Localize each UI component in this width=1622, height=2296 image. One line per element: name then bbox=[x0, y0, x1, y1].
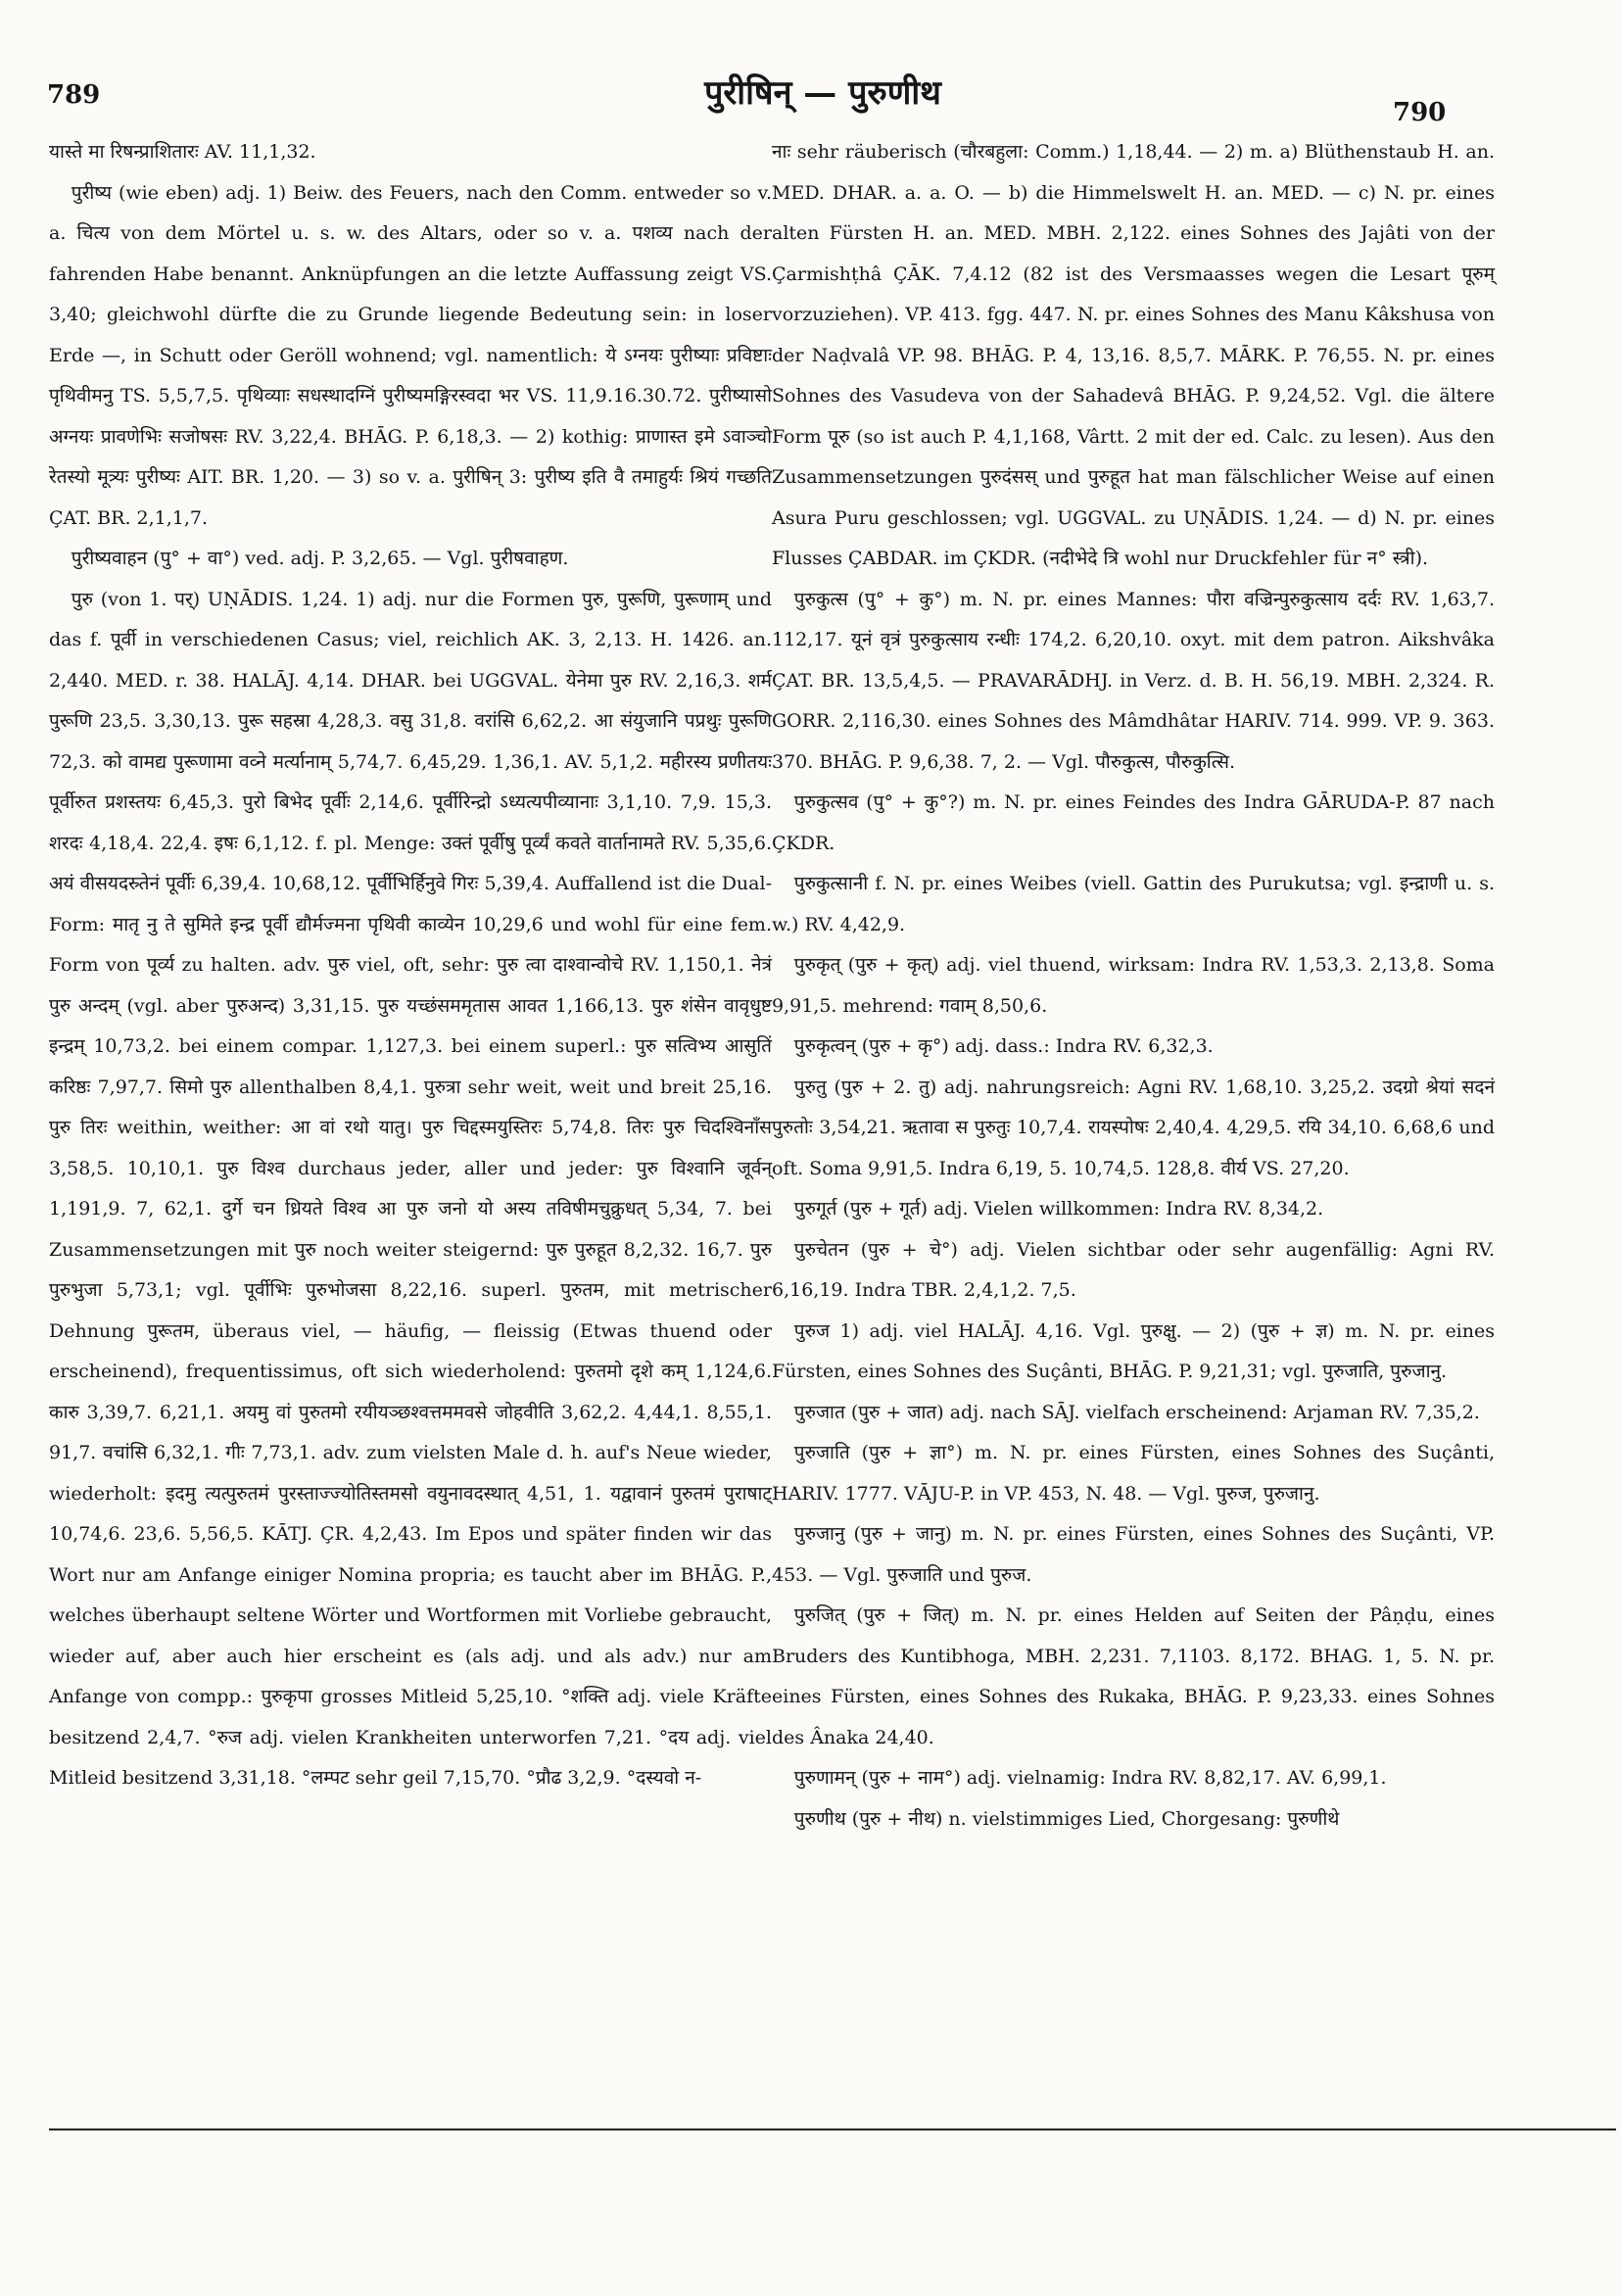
dictionary-entry: पुरुणामन् (पुरु + नाम°) adj. vielnamig: Indra RV. 8,82,17. AV. 6,99,1. bbox=[793, 1767, 1387, 1789]
dictionary-entry: पुरुगूर्त (पुरु + गूर्त) adj. Vielen willkommen: Indra RV. 8,34,2. bbox=[793, 1198, 1324, 1220]
entry-continuation: नाः sehr räuberisch (चौरबहुला: Comm.) 1,18,44. — 2) m. a) Blüthenstaub H. an. MED. DHAR. a. a. O. — b) die Himmelswelt H. an. MED. — c) N. pr. eines alten Fürsten H. an. MED. MBH. 2,122. eines Sohnes des Jajâti von der Çarmishṭhâ ÇĀK. 7,4.12 (82 ist des Versmaasses wegen die Lesart पूरुम् vorzuziehen). VP. 413. fgg. 447. N. pr. eines Sohnes des Manu Kâkshusa von der Naḍvalâ VP. 98. BHĀG. P. 4, 13,16. 8,5,7. MĀRK. P. 76,55. N. pr. eines Sohnes des Vasudeva von der Sahadevâ BHĀG. P. 9,24,52. Vgl. die ältere Form पूरु (so ist auch P. 4,1,168, Vârtt. 2 mit der ed. Calc. zu lesen). Aus den Zusammensetzungen पुरुदंसस् und पुरुहूत hat man fälschlicher Weise auf einen Asura Puru geschlossen; vgl. UGGVAL. zu UṆĀDIS. 1,24. — d) N. pr. eines Flusses ÇABDAR. im ÇKDR. (नदीभेदे त्रि wohl nur Druckfehler für न° स्त्री). bbox=[772, 141, 1495, 569]
dictionary-entry: पुरुजानु (पुरु + जानु) m. N. pr. eines Fürsten, eines Sohnes des Suçânti, VP. 453. — Vgl. पुरुजाति und पुरुज. bbox=[772, 1523, 1495, 1586]
dictionary-entry: पुरुजाति (पुरु + ज्ञा°) m. N. pr. eines Fürsten, eines Sohnes des Suçânti, HARIV. 1777. VĀJU-P. in VP. 453, N. 48. — Vgl. पुरुज, पुरुजानु. bbox=[772, 1442, 1495, 1505]
entry-continuation: यास्ते मा रिषन्प्राशितारः AV. 11,1,32. bbox=[49, 141, 316, 163]
left-column bbox=[49, 132, 772, 1799]
dictionary-entry: पुरुकृत्वन् (पुरु + कृ°) adj. dass.: Indra RV. 6,32,3. bbox=[793, 1035, 1214, 1057]
dictionary-entry: पुरु (von 1. पर्) UṆĀDIS. 1,24. 1) adj. nur die Formen पुरु, पुरूणि, पुरूणाम् und das f. पूर्वी in verschiedenen Casus; viel, reichlich AK. 3, 2,13. H. 1426. an. 2,440. MED. r. 38. HALĀJ. 4,14. DHAR. bei UGGVAL. येनेमा पुरु RV. 2,16,3. शर्म पुरूणि 23,5. 3,30,13. पुरू सहस्रा 4,28,3. वसु 31,8. वरांसि 6,62,2. आ संयुजानि पप्रथुः पुरूणि 72,3. को वामद्य पुरूणामा वव्ने मर्त्यानाम् 5,74,7. 6,45,29. 1,36,1. AV. 5,1,2. महीरस्य प्रणीतयः पूर्वीरुत प्रशस्तयः 6,45,3. पुरो बिभेद पूर्वीः 2,14,6. पूर्वीरिन्द्रो ऽध्यत्यपीव्यानाः 3,1,10. 7,9. 15,3. शरदः 4,18,4. 22,4. इषः 6,1,12. f. pl. Menge: उक्तं पूर्वीषु पूर्व्यं कवते वार्तानामते RV. 5,35,6. अयं वीसयदस्र्तेनं पूर्वीः 6,39,4. 10,68,12. पूर्वीभिर्हिनुवे गिरः 5,39,4. Auffallend ist die Dual-Form: मातृ नु ते सुमिते इन्द्र पूर्वी द्यौर्मज्मना पृथिवी काव्येन 10,29,6 und wohl für eine fem. Form von पूर्व्य zu halten. adv. पुरु viel, oft, sehr: पुरु त्वा दाश्वान्वोचे RV. 1,150,1. नेत्रं पुरु अन्दम् (vgl. aber पुरुअन्द) 3,31,15. पुरु यच्छंसममृतास आवत 1,166,13. पुरु शंसेन वावृधुष्ट इन्द्रम् 10,73,2. bei einem compar. 1,127,3. bei einem superl.: पुरु सत्विभ्य आसुतिं करिष्ठः 7,97,7. सिमो पुरु allenthalben 8,4,1. पुरुत्रा sehr weit, weit und breit 25,16. पुरु तिरः weithin, weither: आ वां रथो यातु। पुरु चिद्दस्मयुस्तिरः 5,74,8. तिरः पुरु चिदश्विनाँस 3,58,5. 10,10,1. पुरु विश्व durchaus jeder, aller und jeder: पुरु विश्वानि जूर्वन् 1,191,9. 7, 62,1. दुर्गे चन ध्रियते विश्व आ पुरु जनो यो अस्य तविषीमचुक्रुधत् 5,34, 7. bei Zusammensetzungen mit पुरु noch weiter steigernd: पुरु पुरुहूत 8,2,32. 16,7. पुरु पुरुभुजा 5,73,1; vgl. पूर्वीभिः पुरुभोजसा 8,22,16. superl. पुरुतम, mit metrischer Dehnung पुरूतम, überaus viel, — häufig, — fleissig (Etwas thuend oder erscheinend), frequentissimus, oft sich wiederholend: पुरुतमो दृशे कम् 1,124,6. कारु 3,39,7. 6,21,1. अयमु वां पुरुतमो रयीयञ्छश्वत्तममवसे जोहवीति 3,62,2. 4,44,1. 8,55,1. 91,7. वचांसि 6,32,1. गीः 7,73,1. adv. zum vielsten Male d. h. auf's Neue wieder, wiederholt: इदमु त्यत्पुरुतमं पुरस्ताज्ज्योतिस्तमसो वयुनावदस्थात् 4,51, 1. यद्वावानं पुरुतमं पुराषाट् 10,74,6. 23,6. 5,56,5. KĀTJ. ÇR. 4,2,43. Im Epos und später finden wir das Wort nur am Anfange einiger Nomina propria; es taucht aber im BHĀG. P., welches überhaupt seltene Wörter und Wortformen mit Vorliebe gebraucht, wieder auf, aber auch hier erscheint es (als adj. und als adv.) nur am Anfange von compp.: पुरुकृपा grosses Mitleid 5,25,10. °शक्ति adj. viele Kräfte besitzend 2,4,7. °रुज adj. vielen Krankheiten unterworfen 7,21. °दय adj. viel Mitleid besitzend 3,31,18. °लम्पट sehr geil 7,15,70. °प्रौढ 3,2,9. °दस्यवो न- bbox=[49, 588, 772, 1789]
page-number-right: 790 bbox=[1393, 98, 1447, 127]
dictionary-entry: पुरुकुत्स (पु° + कु°) m. N. pr. eines Mannes: पौरा वज्रिन्पुरुकुत्साय दर्दः RV. 1,63,7. 112,17. यूनं वृत्रं पुरुकुत्साय रन्धीः 174,2. 6,20,10. oxyt. mit dem patron. Aikshvâka ÇAT. BR. 13,5,4,5. — PRAVARĀDHJ. in Verz. d. B. H. 56,19. MBH. 2,324. R. GORR. 2,116,30. eines Sohnes des Mâmdhâtar HARIV. 714. 999. VP. 9. 363. 370. BHĀG. P. 9,6,38. 7, 2. — Vgl. पौरुकुत्स, पौरुकुत्सि. bbox=[772, 588, 1495, 773]
dictionary-entry: पुरुकुत्सानी f. N. pr. eines Weibes (viell. Gattin des Purukutsa; vgl. इन्द्राणी u. s. w.) RV. 4,42,9. bbox=[772, 873, 1495, 935]
dictionary-entry: पुरीष्य (wie eben) adj. 1) Beiw. des Feuers, nach den Comm. entweder so v. a. चित्य von dem Mörtel u. s. w. des Altars, oder so v. a. पशव्य nach der fahrenden Habe benannt. Anknüpfungen an die letzte Auffassung zeigt VS. 3,40; gleichwohl dürfte die zu Grunde liegende Bedeutung sein: in loser Erde —, in Schutt oder Geröll wohnend; vgl. namentlich: ये ऽग्नयः पुरीष्याः प्रविष्टाः पृथिवीमनु TS. 5,5,7,5. पृथिव्याः सधस्थादग्निं पुरीष्यमङ्गिरस्वदा भर VS. 11,9.16.30.72. पुरीष्यासो अग्नयः प्रावणेभिः सजोषसः RV. 3,22,4. BHĀG. P. 6,18,3. — 2) kothig: प्राणास्त इमे ऽवाञ्चो रेतस्यो मूत्र्यः पुरीष्यः AIT. BR. 1,20. — 3) so v. a. पुरीषिन् 3: पुरीष्य इति वै तमाहुर्यः श्रियं गच्छति ÇAT. BR. 2,1,1,7. bbox=[49, 181, 772, 529]
dictionary-entry: पुरुजात (पुरु + जात) adj. nach SĀJ. vielfach erscheinend: Arjaman RV. 7,35,2. bbox=[793, 1401, 1480, 1423]
page-number-left: 789 bbox=[47, 80, 101, 110]
dictionary-entry: पुरुकृत् (पुरु + कृत्) adj. viel thuend, wirksam: Indra RV. 1,53,3. 2,13,8. Soma 9,91,5. mehrend: गवाम् 8,50,6. bbox=[772, 954, 1495, 1017]
right-column bbox=[772, 132, 1495, 1840]
dictionary-entry: पुरुजित् (पुरु + जित्) m. N. pr. eines Helden auf Seiten der Pâṇḍu, eines Bruders des Kuntibhoga, MBH. 2,231. 7,1103. 8,172. BHAG. 1, 5. N. pr. eines Fürsten, eines Sohnes des Rukaka, BHĀG. P. 9,23,33. eines Sohnes des Ânaka 24,40. bbox=[772, 1604, 1495, 1748]
dictionary-entry: पुरीष्यवाहन (पु° + वा°) ved. adj. P. 3,2,65. — Vgl. पुरीषवाहण. bbox=[71, 548, 569, 569]
bottom-rule bbox=[49, 2129, 1616, 2130]
running-head: पुरीषिन् — पुरुणीथ bbox=[704, 73, 941, 113]
dictionary-entry: पुरुचेतन (पुरु + चे°) adj. Vielen sichtbar oder sehr augenfällig: Agni RV. 6,16,19. Indra TBR. 2,4,1,2. 7,5. bbox=[772, 1238, 1495, 1301]
dictionary-entry: पुरुकुत्सव (पु° + कु°?) m. N. pr. eines Feindes des Indra GĀRUDA-P. 87 nach ÇKDR. bbox=[772, 791, 1495, 854]
dictionary-entry: पुरुतु (पुरु + 2. तु) adj. nahrungsreich: Agni RV. 1,68,10. 3,25,2. उदग्रो श्रेयां सदनं पुरुतोः 3,54,21. ऋतावा स पुरुतुः 10,7,4. रायस्पोषः 2,40,4. 4,29,5. रयि 34,10. 6,68,6 und oft. Soma 9,91,5. Indra 6,19, 5. 10,74,5. 128,8. वीर्य VS. 27,20. bbox=[772, 1076, 1495, 1179]
dictionary-entry: पुरुज 1) adj. viel HALĀJ. 4,16. Vgl. पुरुक्षु. — 2) (पुरु + ज्ञ) m. N. pr. eines Fürsten, eines Sohnes des Suçânti, BHĀG. P. 9,21,31; vgl. पुरुजाति, पुरुजानु. bbox=[772, 1319, 1495, 1382]
dictionary-entry: पुरुणीथ (पुरु + नीथ) n. vielstimmiges Lied, Chorgesang: पुरुणीथे bbox=[793, 1807, 1340, 1830]
